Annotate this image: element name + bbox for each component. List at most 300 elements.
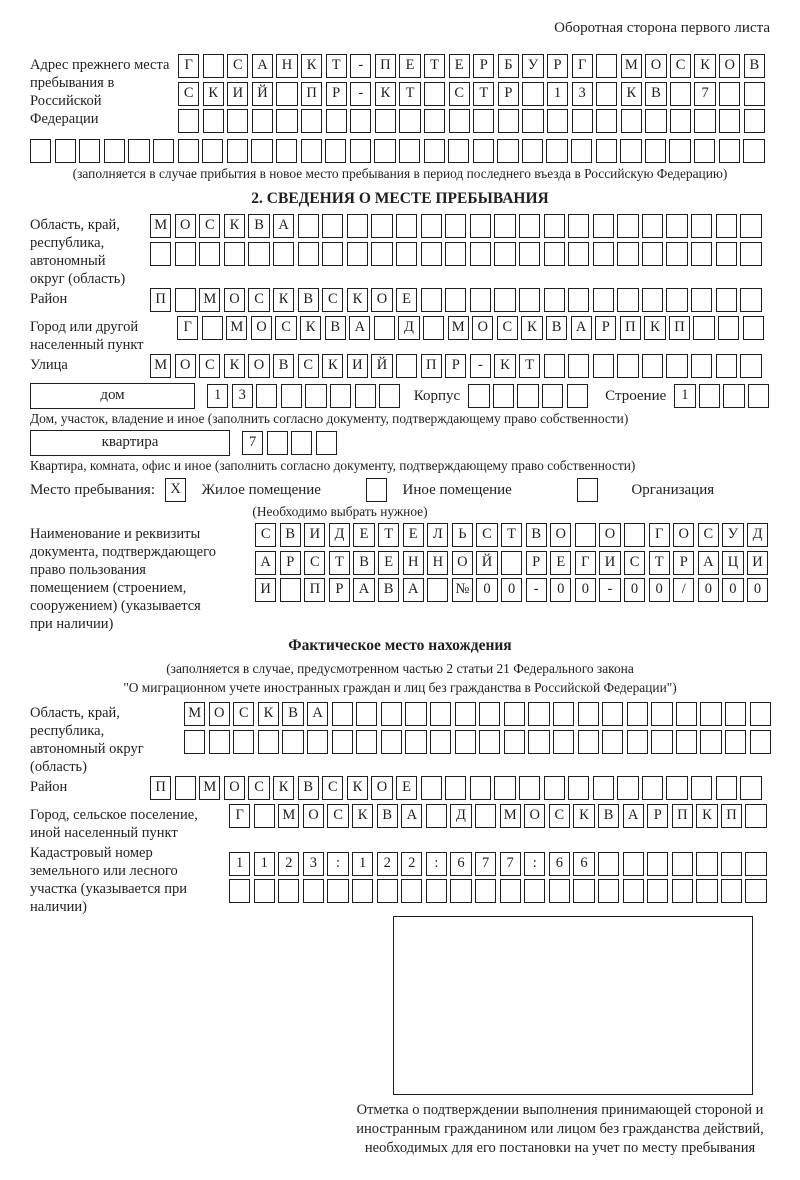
char-box: А bbox=[255, 551, 276, 575]
char-box bbox=[519, 242, 540, 266]
char-box: И bbox=[304, 523, 325, 547]
char-box: А bbox=[571, 316, 592, 340]
char-box bbox=[445, 776, 466, 800]
char-box: : bbox=[524, 852, 545, 876]
char-box bbox=[203, 54, 224, 78]
char-box: Д bbox=[747, 523, 768, 547]
char-box: С bbox=[476, 523, 497, 547]
char-box: 0 bbox=[624, 578, 645, 602]
fact-region-rows bbox=[184, 702, 770, 757]
char-box: Е bbox=[399, 54, 420, 78]
stroenie-cells bbox=[674, 384, 772, 408]
actual-location-title: Фактическое место нахождения bbox=[288, 637, 512, 654]
char-box: С bbox=[624, 551, 645, 575]
char-box: Н bbox=[427, 551, 448, 575]
district-label: Район bbox=[30, 291, 68, 307]
char-box bbox=[593, 288, 614, 312]
stroenie-label: Строение bbox=[605, 387, 667, 404]
char-box bbox=[128, 139, 149, 163]
option-organization-label: Организация bbox=[631, 481, 715, 498]
char-box bbox=[405, 730, 426, 754]
char-box bbox=[430, 730, 451, 754]
char-box bbox=[455, 730, 476, 754]
actual-location-subcaption-1: (заполняется в случае, предусмотренном частью 2 статьи 21 Федерального закона bbox=[166, 661, 634, 676]
char-box bbox=[273, 242, 294, 266]
char-box bbox=[642, 214, 663, 238]
char-box bbox=[430, 702, 451, 726]
char-box bbox=[424, 109, 445, 133]
char-box bbox=[691, 354, 712, 378]
checkbox-other-premises bbox=[366, 478, 391, 502]
char-box: О bbox=[371, 288, 392, 312]
char-row-fact-region-1 bbox=[184, 702, 770, 726]
char-box: К bbox=[347, 776, 368, 800]
char-box: К bbox=[273, 776, 294, 800]
place-of-stay-label: Место пребывания: bbox=[30, 481, 155, 498]
char-box: Р bbox=[547, 54, 568, 78]
char-box bbox=[184, 730, 205, 754]
char-box bbox=[572, 109, 593, 133]
char-box: С bbox=[255, 523, 276, 547]
fact-region-group bbox=[30, 702, 770, 776]
char-box: 0 bbox=[722, 578, 743, 602]
char-box bbox=[475, 804, 496, 828]
char-box bbox=[719, 139, 740, 163]
char-box: 0 bbox=[550, 578, 571, 602]
char-box: 3 bbox=[232, 384, 253, 408]
char-row-fact-region-2 bbox=[184, 730, 770, 754]
city-group bbox=[30, 316, 770, 354]
char-box bbox=[356, 730, 377, 754]
char-box: О bbox=[209, 702, 230, 726]
char-box bbox=[374, 316, 395, 340]
char-box bbox=[666, 776, 687, 800]
char-box: И bbox=[347, 354, 368, 378]
document-group bbox=[30, 523, 770, 633]
char-box: М bbox=[226, 316, 247, 340]
char-box bbox=[528, 702, 549, 726]
char-box bbox=[519, 214, 540, 238]
char-box bbox=[617, 288, 638, 312]
char-row-street bbox=[150, 354, 770, 378]
char-box: К bbox=[224, 214, 245, 238]
char-box: О bbox=[719, 54, 740, 78]
char-box bbox=[725, 730, 746, 754]
char-box bbox=[627, 702, 648, 726]
char-box: Ц bbox=[722, 551, 743, 575]
char-box: О bbox=[303, 804, 324, 828]
char-box: К bbox=[696, 804, 717, 828]
char-box: 6 bbox=[549, 852, 570, 876]
checkbox-organization bbox=[577, 478, 602, 502]
char-box: С bbox=[227, 54, 248, 78]
char-box: У bbox=[722, 523, 743, 547]
street-rows bbox=[150, 354, 770, 382]
city-label: Город или другой населенный пункт bbox=[30, 318, 144, 353]
char-box bbox=[524, 879, 545, 903]
house-row bbox=[30, 383, 770, 409]
char-box bbox=[281, 384, 302, 408]
char-box: К bbox=[301, 54, 322, 78]
char-box: О bbox=[452, 551, 473, 575]
char-box bbox=[719, 109, 740, 133]
char-box: Е bbox=[403, 523, 424, 547]
char-box: В bbox=[248, 214, 269, 238]
street-label: Улица bbox=[30, 356, 68, 373]
char-box bbox=[267, 431, 288, 455]
char-box: В bbox=[598, 804, 619, 828]
char-box bbox=[248, 242, 269, 266]
char-box bbox=[479, 730, 500, 754]
char-box: / bbox=[673, 578, 694, 602]
char-box: Е bbox=[550, 551, 571, 575]
char-box: X bbox=[165, 478, 186, 502]
char-row-prev-address-2 bbox=[178, 82, 770, 106]
char-box: О bbox=[248, 354, 269, 378]
char-box bbox=[568, 776, 589, 800]
char-box: О bbox=[224, 288, 245, 312]
char-box bbox=[568, 288, 589, 312]
char-box: П bbox=[304, 578, 325, 602]
district-rows bbox=[150, 288, 770, 316]
char-box bbox=[322, 242, 343, 266]
char-box bbox=[669, 139, 690, 163]
char-box: К bbox=[352, 804, 373, 828]
char-box bbox=[379, 384, 400, 408]
char-box bbox=[700, 730, 721, 754]
char-box: П bbox=[421, 354, 442, 378]
char-box bbox=[501, 551, 522, 575]
char-box bbox=[479, 702, 500, 726]
char-box bbox=[202, 139, 223, 163]
char-box bbox=[178, 109, 199, 133]
prev-address-caption: (заполняется в случае прибытия в новое место пребывания в период последнего въезда в Российскую Федерацию) bbox=[72, 166, 728, 181]
char-box bbox=[593, 214, 614, 238]
char-box bbox=[504, 702, 525, 726]
char-box: В bbox=[645, 82, 666, 106]
char-row-prev-address-1 bbox=[178, 54, 770, 78]
char-box: М bbox=[199, 288, 220, 312]
char-box bbox=[568, 214, 589, 238]
char-box: О bbox=[645, 54, 666, 78]
char-box bbox=[647, 852, 668, 876]
char-box: Т bbox=[329, 551, 350, 575]
char-box: Й bbox=[476, 551, 497, 575]
char-box: 0 bbox=[649, 578, 670, 602]
char-box bbox=[500, 879, 521, 903]
char-box bbox=[519, 288, 540, 312]
char-box: С bbox=[698, 523, 719, 547]
char-box: К bbox=[375, 82, 396, 106]
char-box: И bbox=[227, 82, 248, 106]
char-box bbox=[672, 852, 693, 876]
district-group bbox=[30, 288, 770, 316]
char-box: Г bbox=[572, 54, 593, 78]
char-box bbox=[642, 776, 663, 800]
char-box bbox=[522, 82, 543, 106]
char-box bbox=[227, 139, 248, 163]
char-box bbox=[624, 523, 645, 547]
char-box bbox=[573, 879, 594, 903]
char-box bbox=[627, 730, 648, 754]
char-box bbox=[303, 879, 324, 903]
char-box bbox=[355, 384, 376, 408]
char-box bbox=[617, 214, 638, 238]
char-box bbox=[596, 82, 617, 106]
fact-district-rows bbox=[150, 776, 770, 804]
char-box: П bbox=[150, 776, 171, 800]
char-box bbox=[578, 702, 599, 726]
char-box bbox=[475, 879, 496, 903]
char-box: В bbox=[298, 288, 319, 312]
char-box bbox=[494, 288, 515, 312]
char-box: С bbox=[199, 214, 220, 238]
char-box: С bbox=[549, 804, 570, 828]
char-box: А bbox=[273, 214, 294, 238]
char-box: П bbox=[669, 316, 690, 340]
char-box bbox=[350, 139, 371, 163]
char-box: Р bbox=[326, 82, 347, 106]
char-box: К bbox=[573, 804, 594, 828]
char-box bbox=[356, 702, 377, 726]
char-box bbox=[224, 242, 245, 266]
korpus-label: Корпус bbox=[413, 387, 461, 404]
char-box: П bbox=[620, 316, 641, 340]
char-box bbox=[740, 214, 761, 238]
char-box bbox=[672, 879, 693, 903]
char-box: Р bbox=[673, 551, 694, 575]
char-box: О bbox=[251, 316, 272, 340]
char-box: Р bbox=[445, 354, 466, 378]
char-box bbox=[229, 879, 250, 903]
char-box bbox=[593, 242, 614, 266]
char-box: 0 bbox=[575, 578, 596, 602]
char-box: 7 bbox=[475, 852, 496, 876]
char-box: М bbox=[150, 214, 171, 238]
char-row-cadastral-2 bbox=[229, 879, 770, 903]
char-box: С bbox=[322, 288, 343, 312]
char-box bbox=[276, 82, 297, 106]
char-box: Т bbox=[473, 82, 494, 106]
char-box: В bbox=[280, 523, 301, 547]
char-box bbox=[740, 288, 761, 312]
char-box: Р bbox=[473, 54, 494, 78]
char-box bbox=[405, 702, 426, 726]
char-box: Е bbox=[396, 288, 417, 312]
char-box bbox=[332, 730, 353, 754]
char-box: А bbox=[349, 316, 370, 340]
char-box bbox=[602, 702, 623, 726]
prev-address-rows bbox=[178, 54, 770, 137]
char-box bbox=[666, 242, 687, 266]
char-box bbox=[473, 109, 494, 133]
char-box bbox=[445, 242, 466, 266]
char-box bbox=[445, 214, 466, 238]
char-box bbox=[423, 316, 444, 340]
char-box: Г bbox=[649, 523, 670, 547]
char-box: 1 bbox=[352, 852, 373, 876]
char-row-document-1 bbox=[255, 523, 770, 547]
char-box bbox=[396, 242, 417, 266]
char-box bbox=[426, 879, 447, 903]
char-box bbox=[745, 804, 766, 828]
char-box bbox=[716, 288, 737, 312]
char-box: О bbox=[524, 804, 545, 828]
char-box: М bbox=[278, 804, 299, 828]
fact-district-group bbox=[30, 776, 770, 804]
char-box bbox=[544, 214, 565, 238]
char-box bbox=[381, 730, 402, 754]
char-box bbox=[332, 702, 353, 726]
char-box: Г bbox=[177, 316, 198, 340]
char-box: К bbox=[224, 354, 245, 378]
char-box bbox=[670, 82, 691, 106]
char-box bbox=[399, 139, 420, 163]
char-box bbox=[448, 139, 469, 163]
char-box: Т bbox=[649, 551, 670, 575]
char-box bbox=[740, 776, 761, 800]
char-box bbox=[203, 109, 224, 133]
char-box bbox=[470, 776, 491, 800]
char-box bbox=[568, 354, 589, 378]
char-box: Д bbox=[329, 523, 350, 547]
char-box: Р bbox=[498, 82, 519, 106]
char-box: В bbox=[546, 316, 567, 340]
char-box bbox=[150, 242, 171, 266]
char-box: С bbox=[304, 551, 325, 575]
char-box: О bbox=[224, 776, 245, 800]
char-box: П bbox=[301, 82, 322, 106]
char-box bbox=[723, 384, 744, 408]
house-number-cells bbox=[207, 384, 404, 408]
char-box: Е bbox=[353, 523, 374, 547]
cadastral-rows bbox=[229, 842, 770, 907]
char-box: 3 bbox=[572, 82, 593, 106]
char-box: В bbox=[353, 551, 374, 575]
char-box bbox=[645, 109, 666, 133]
char-row-fact-district bbox=[150, 776, 770, 800]
char-box bbox=[305, 384, 326, 408]
char-box: 1 bbox=[254, 852, 275, 876]
char-box bbox=[744, 109, 765, 133]
apartment-row bbox=[30, 430, 770, 456]
char-box bbox=[371, 242, 392, 266]
actual-location-subcaption-2: "О миграционном учете иностранных граждан и лиц без гражданства в Российской Федерации") bbox=[123, 680, 677, 695]
char-box bbox=[178, 139, 199, 163]
char-box bbox=[301, 109, 322, 133]
char-box: М bbox=[184, 702, 205, 726]
char-box bbox=[282, 730, 303, 754]
char-box bbox=[347, 214, 368, 238]
char-box bbox=[718, 316, 739, 340]
char-box: Т bbox=[326, 54, 347, 78]
char-box bbox=[745, 879, 766, 903]
char-box bbox=[544, 288, 565, 312]
char-box: С bbox=[248, 288, 269, 312]
char-box: С bbox=[298, 354, 319, 378]
prev-address-label: Адрес прежнего места пребывания в Российской Федерации bbox=[30, 57, 170, 127]
char-box bbox=[691, 288, 712, 312]
apartment-caption: Квартира, комната, офис и иное (заполнить согласно документу, подтверждающему право собственности) bbox=[30, 458, 636, 473]
char-box bbox=[426, 804, 447, 828]
char-box bbox=[79, 139, 100, 163]
char-box bbox=[494, 242, 515, 266]
char-box: С bbox=[248, 776, 269, 800]
char-box bbox=[553, 702, 574, 726]
char-box bbox=[497, 139, 518, 163]
cadastral-label: Кадастровый номер земельного или лесного участка (указывается при наличии) bbox=[30, 844, 187, 915]
char-box bbox=[276, 109, 297, 133]
char-box bbox=[175, 288, 196, 312]
char-box bbox=[421, 214, 442, 238]
char-box: Й bbox=[371, 354, 392, 378]
char-box: 1 bbox=[229, 852, 250, 876]
char-box: А bbox=[401, 804, 422, 828]
char-box bbox=[694, 139, 715, 163]
char-box: С bbox=[178, 82, 199, 106]
char-box bbox=[468, 384, 489, 408]
char-box: К bbox=[644, 316, 665, 340]
char-box: А bbox=[623, 804, 644, 828]
char-box: О bbox=[371, 776, 392, 800]
char-box: Н bbox=[276, 54, 297, 78]
house-type-box: дом bbox=[30, 383, 195, 409]
char-box bbox=[621, 109, 642, 133]
char-row-prev-address-4 bbox=[30, 139, 770, 163]
char-box: 6 bbox=[573, 852, 594, 876]
char-box: Е bbox=[396, 776, 417, 800]
char-box: Н bbox=[403, 551, 424, 575]
char-box: С bbox=[199, 354, 220, 378]
char-box bbox=[748, 384, 769, 408]
char-box: О bbox=[550, 523, 571, 547]
char-box bbox=[670, 109, 691, 133]
char-box: П bbox=[375, 54, 396, 78]
char-box bbox=[30, 139, 51, 163]
document-rows bbox=[255, 523, 770, 606]
char-box bbox=[696, 852, 717, 876]
char-box bbox=[350, 109, 371, 133]
char-box bbox=[327, 879, 348, 903]
char-box bbox=[666, 214, 687, 238]
char-box: М bbox=[199, 776, 220, 800]
char-box: С bbox=[449, 82, 470, 106]
char-box bbox=[199, 242, 220, 266]
char-box bbox=[620, 139, 641, 163]
char-box bbox=[347, 242, 368, 266]
char-box bbox=[596, 139, 617, 163]
char-box: № bbox=[452, 578, 473, 602]
char-box bbox=[553, 730, 574, 754]
char-box bbox=[571, 139, 592, 163]
char-box: А bbox=[252, 54, 273, 78]
char-box bbox=[316, 431, 337, 455]
char-box: 0 bbox=[501, 578, 522, 602]
char-box: В bbox=[282, 702, 303, 726]
cadastral-group bbox=[30, 842, 770, 916]
char-box: А bbox=[403, 578, 424, 602]
char-box bbox=[254, 879, 275, 903]
char-box bbox=[278, 879, 299, 903]
char-box bbox=[596, 54, 617, 78]
char-box: М bbox=[448, 316, 469, 340]
char-row-region-1 bbox=[150, 214, 770, 238]
char-box bbox=[55, 139, 76, 163]
page-side-note: Оборотная сторона первого листа bbox=[554, 20, 770, 36]
char-box: П bbox=[150, 288, 171, 312]
char-box: А bbox=[698, 551, 719, 575]
char-box bbox=[725, 702, 746, 726]
